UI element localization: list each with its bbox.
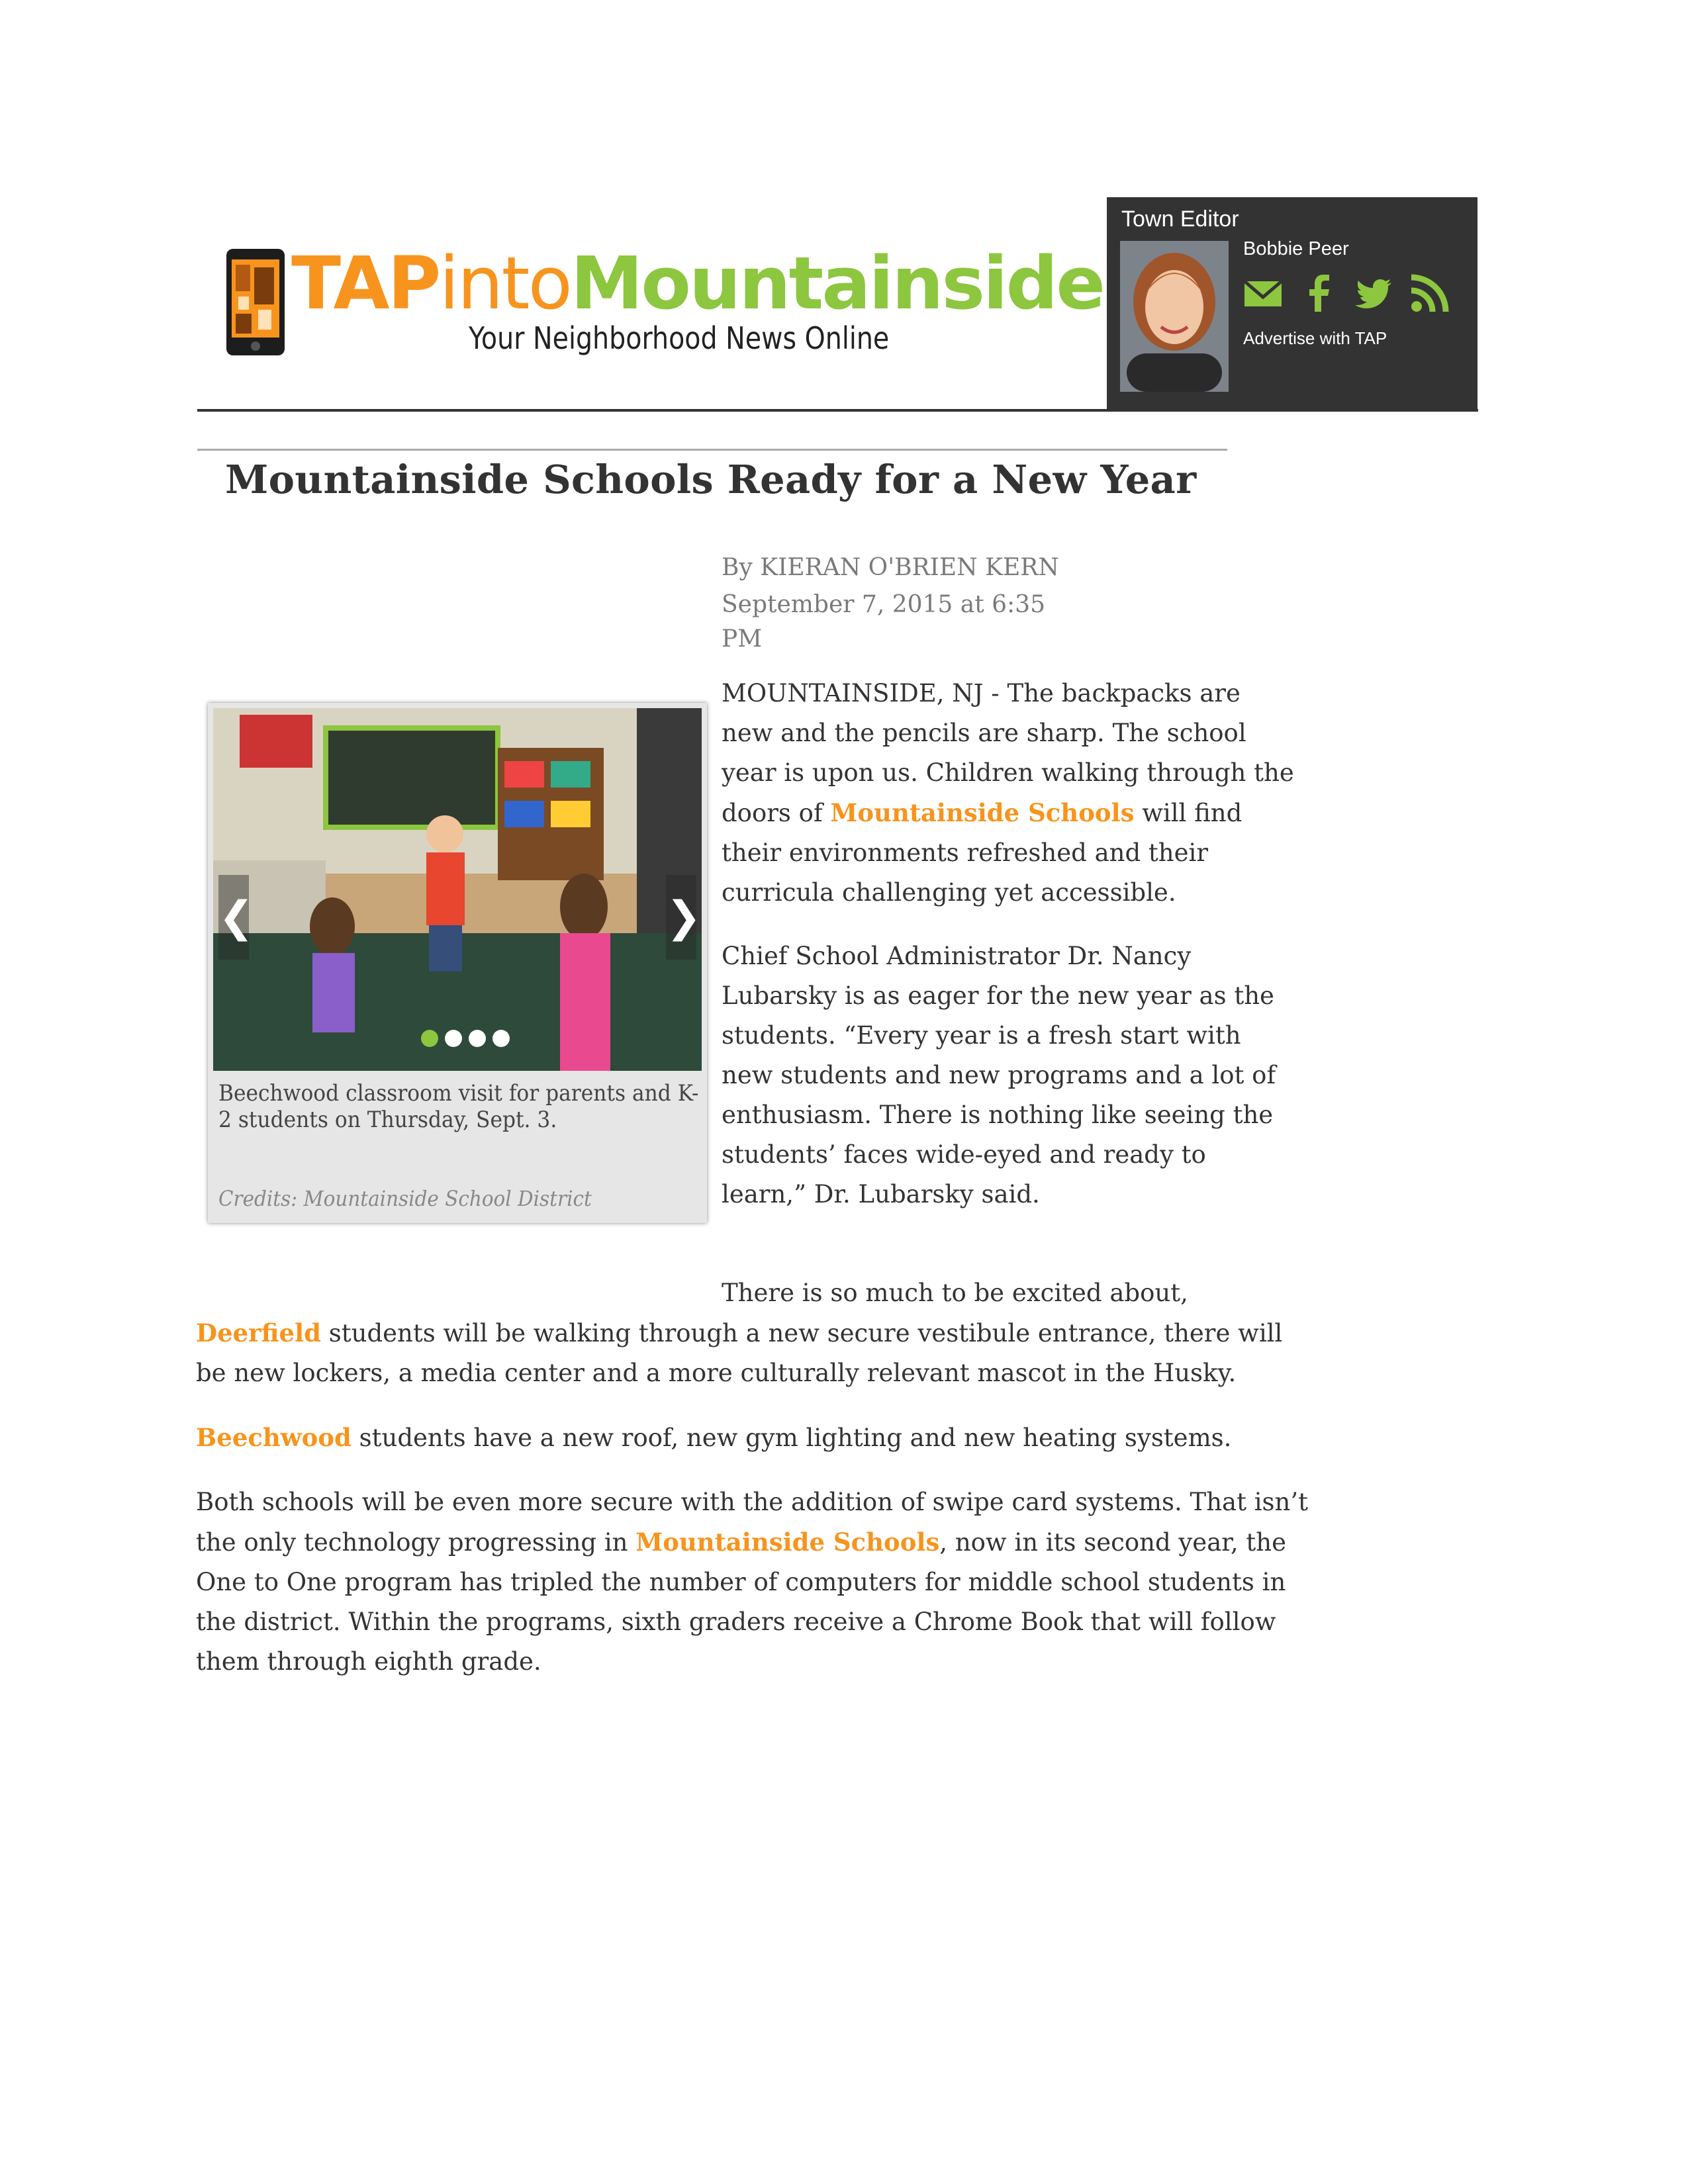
slide-dot[interactable] [469, 1030, 486, 1047]
paragraph-text: Both schools will be even more secure with the addition of swipe card systems. That isn’t the only technology progressing in [196, 1488, 1308, 1557]
paragraph-text: , now in its second year, the One to One program has tripled the number of computers for middle school students in the district. Within the programs, sixth graders receive a Chrome Book that will follow them through eighth grade. [196, 1528, 1286, 1676]
town-editor-box [1107, 197, 1477, 410]
paragraph-text: MOUNTAINSIDE, NJ - The backpacks are new and the pencils are sharp. The school year is upon us. Children walking through the doors of [722, 679, 1294, 827]
editor-contact-icons [1242, 270, 1451, 316]
slide-caption: Beechwood classroom visit for parents and K-2 students on Thursday, Sept. 3. [218, 1080, 699, 1133]
paragraph-text: will find their environments refreshed and their curricula challenging yet accessible. [722, 799, 1243, 907]
rss-icon[interactable] [1409, 272, 1451, 314]
mountainside-schools-link[interactable]: Mountainside Schools [830, 798, 1135, 827]
mountainside-schools-link[interactable]: Mountainside Schools [635, 1527, 940, 1557]
headline-divider [197, 449, 1227, 451]
paragraph-text: students have a new roof, new gym lighting and new heating systems. [351, 1424, 1232, 1452]
town-editor-title: Town Editor [1121, 206, 1239, 232]
twitter-icon[interactable] [1353, 272, 1395, 314]
email-icon[interactable] [1242, 272, 1284, 314]
slideshow-prev-button[interactable]: ❮ [218, 875, 249, 960]
article-paragraph [196, 1482, 1308, 1682]
slide-dot[interactable] [445, 1030, 462, 1047]
beechwood-link[interactable]: Beechwood [196, 1423, 352, 1452]
slideshow-next-button[interactable]: ❯ [666, 875, 696, 960]
slide-photo [213, 708, 702, 1071]
article-paragraph-lead: There is so much to be excited about, [722, 1279, 1188, 1307]
article-byline: By KIERAN O'BRIEN KERN [722, 554, 1059, 581]
article-paragraph [196, 1313, 1308, 1393]
article-headline: Mountainside Schools Ready for a New Year [225, 457, 1197, 502]
article-date: September 7, 2015 at 6:35 PM [722, 591, 1045, 653]
site-logo[interactable] [225, 241, 1103, 361]
logo-wordmark: TAPintoMountainside [291, 241, 1103, 326]
article-paragraph: Chief School Administrator Dr. Nancy Lubarsky is as eager for the new year as the students. “Every year is a fresh start with new students and new programs and a lot of enthusiasm. There is nothing like seeing the students’ faces wide-eyed and ready to learn,” Dr. Lubarsky said. [722, 942, 1276, 1208]
phone-logo-icon [225, 248, 286, 357]
slide-dot[interactable] [421, 1030, 438, 1047]
editor-avatar [1120, 241, 1229, 392]
article-paragraph [722, 674, 1297, 913]
photo-slideshow [208, 703, 707, 1223]
slide-dot[interactable] [492, 1030, 510, 1047]
logo-tagline: Your Neighborhood News Online [469, 320, 890, 356]
facebook-icon[interactable] [1297, 272, 1340, 314]
masthead-divider [197, 409, 1478, 412]
slideshow-pagination [421, 1030, 510, 1047]
slide-credits: Credits: Mountainside School District [218, 1186, 592, 1211]
advertise-link[interactable]: Advertise with TAP [1243, 328, 1387, 348]
paragraph-text: students will be walking through a new secure vestibule entrance, there will be new lockers, a media center and a more culturally relevant mascot in the Husky. [196, 1319, 1283, 1387]
deerfield-link[interactable]: Deerfield [196, 1318, 322, 1347]
article-paragraph [196, 1418, 1308, 1458]
editor-name[interactable]: Bobbie Peer [1243, 238, 1349, 259]
